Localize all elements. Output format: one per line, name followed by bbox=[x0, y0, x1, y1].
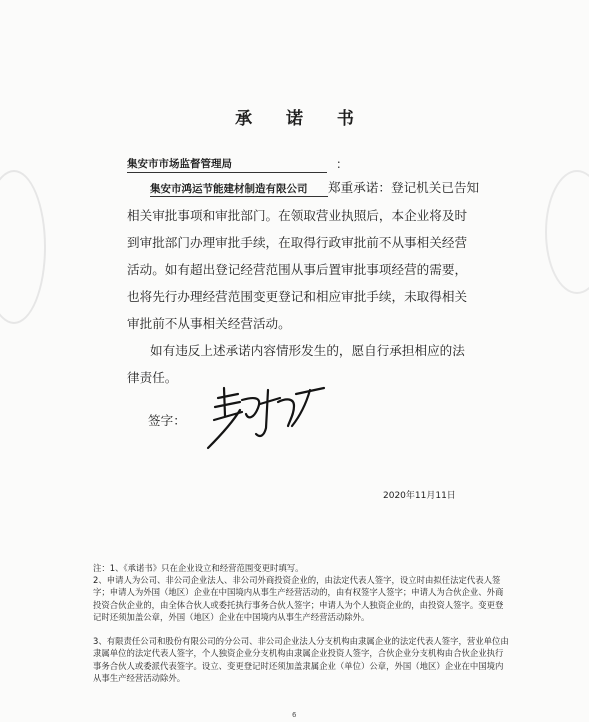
paragraph-1-line: 到审批部门办理审批手续，在取得行政审批前不从事相关经营 bbox=[127, 235, 468, 250]
paragraph-1-line: 审批前不从事相关经营活动。 bbox=[127, 316, 291, 331]
note-2: 2、申请人为公司、非公司企业法人、非公司外商投资企业的，由法定代表人签字，设立时由拟任法定代表人签字；申请人为外国（地区）企业在中国境内从事生产经营活动的，由有权签字人签字；申请人为合伙企业、外商投资合伙企业的，由全体合伙人或委托执行事务合伙人签字；申请人为个人独资企业的，由投资人签字。变更登记时还须加盖公章，外国（地区）企业在中国境内从事生产经营活动除外。 bbox=[93, 575, 504, 622]
paragraph-1-line: 也将先行办理经营范围变更登记和相应审批手续，未取得相关 bbox=[127, 289, 468, 304]
paragraph-1-line: 相关审批事项和审批部门。在领取营业执照后，本企业将及时 bbox=[127, 208, 468, 223]
paragraph-1-first-line bbox=[150, 178, 479, 198]
handwritten-signature bbox=[198, 380, 328, 452]
company-name: 集安市鸿运节能建材制造有限公司 bbox=[150, 182, 328, 197]
paragraph-1-line: 活动。如有超出登记经营范围从事后置审批事项经营的需要， bbox=[127, 262, 468, 277]
faint-seal-left bbox=[0, 170, 46, 324]
signing-date: 2020年11月11日 bbox=[383, 491, 456, 501]
paragraph-2-line: 如有违反上述承诺内容情形发生的，愿自行承担相应的法 bbox=[150, 343, 465, 358]
faint-seal-right bbox=[545, 170, 589, 294]
page-number: 6 bbox=[292, 711, 297, 719]
addressee-colon: ： bbox=[336, 157, 349, 171]
document-title: 承 诺 书 bbox=[235, 109, 368, 129]
paragraph-1-first-line-text: 郑重承诺：登记机关已告知 bbox=[328, 180, 480, 195]
note-3: 3、有限责任公司和股份有限公司的分公司、非公司企业法人分支机构由隶属企业的法定代表人签字，营业单位由隶属单位的法定代表人签字，个人独资企业分支机构由隶属企业投资人签字，合伙企业分支机构由合伙企业执行事务合伙人或委派代表签字。设立、变更登记时还须加盖隶属企业（单位）公章，外国（地区）企业在中国境内从事生产经营活动除外。 bbox=[93, 636, 509, 683]
note-1: 注：1、《承诺书》只在企业设立和经营范围变更时填写。 bbox=[93, 563, 304, 573]
signature-label: 签字： bbox=[148, 413, 186, 428]
addressee: 集安市市场监督管理局 bbox=[127, 156, 327, 173]
paragraph-2-line: 律责任。 bbox=[127, 370, 178, 385]
